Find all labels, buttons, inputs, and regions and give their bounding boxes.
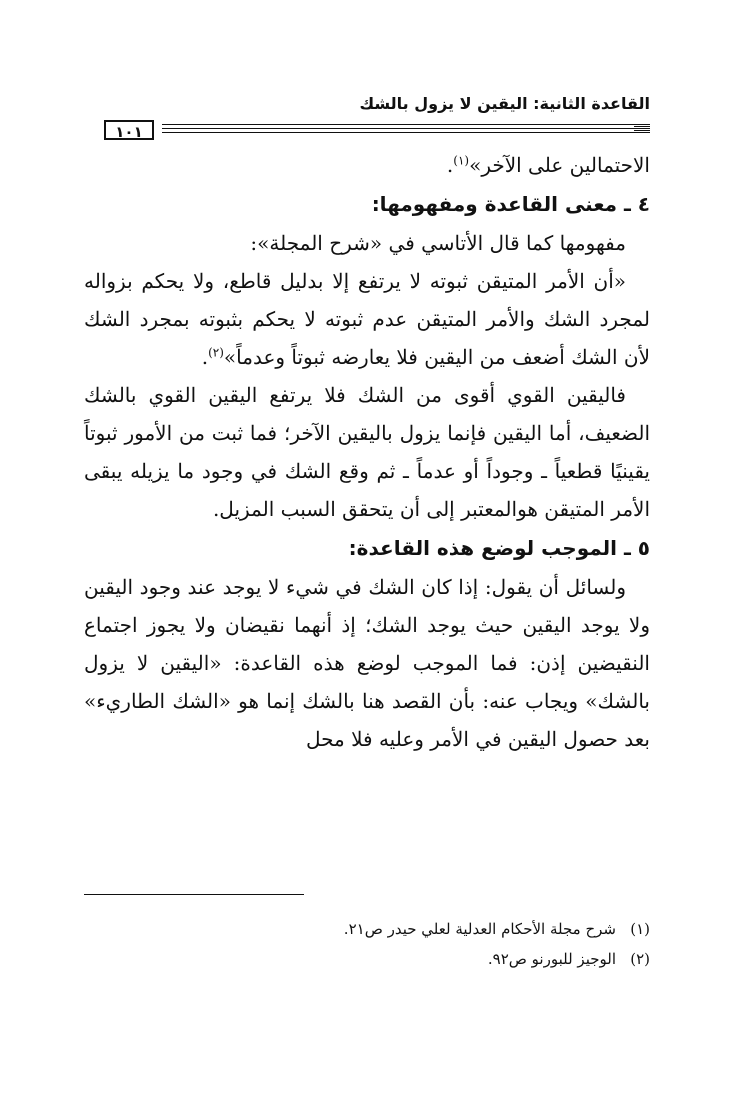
line-end: .	[446, 153, 454, 177]
continuation-line	[84, 146, 650, 184]
header-rule-line	[162, 132, 650, 133]
footnote-item	[84, 944, 650, 974]
running-title: القاعدة الثانية: اليقين لا يزول بالشك	[359, 94, 650, 113]
continuation-text: الاحتمالين على الآخر»	[469, 153, 650, 177]
section-heading-4: ٤ ـ معنى القاعدة ومفهومها:	[371, 192, 650, 216]
quote-paragraph	[84, 262, 650, 376]
footnote-text: شرح مجلة الأحكام العدلية لعلي حيدر ص٢١.	[343, 920, 616, 938]
book-page	[84, 86, 650, 1006]
paragraph-2: فاليقين القوي أقوى من الشك فلا يرتفع اليقين القوي بالشك الضعيف، أما اليقين فإنما يزول باليقين الآخر؛ فما ثبت من الأمور ثبوتاً يقينيًا قطعياً ـ وجوداً أو عدماً ـ ثم وقع الشك في وجود ما يزيله يبقى الأمر المتيقن هوالمعتبر إلى أن يتحقق السبب المزيل.	[84, 383, 650, 521]
intro-paragraph: مفهومها كما قال الأتاسي في «شرح المجلة»:	[250, 231, 626, 255]
header-rule-line	[634, 126, 650, 127]
footnote-number: (١)	[630, 920, 650, 938]
footnote-number: (٢)	[630, 950, 650, 968]
footnote-separator	[84, 894, 304, 895]
header-rule-line	[162, 124, 650, 125]
quote-text: «أن الأمر المتيقن ثبوته لا يرتفع إلا بدليل قاطع، ولا يحكم بزواله لمجرد الشك والأمر المتيقن عدم ثبوته لا يحكم بثبوته بمجرد الشك لأن الشك أضعف من اليقين فلا يعارضه ثبوتاً وعدماً»	[84, 269, 650, 369]
main-text	[84, 146, 650, 758]
header-rule-line	[634, 130, 650, 131]
header-rule	[84, 122, 650, 140]
header-rule-line	[162, 128, 650, 129]
footnote-ref: (٢)	[208, 345, 224, 360]
page-number: ١٠١	[104, 120, 154, 140]
footnote-text: الوجيز للبورنو ص٩٢.	[487, 950, 616, 968]
footnote-item	[84, 914, 650, 944]
footnote-ref: (١)	[453, 153, 470, 168]
footnotes	[84, 914, 650, 974]
section-heading-5: ٥ ـ الموجب لوضع هذه القاعدة:	[348, 536, 650, 560]
paragraph-3: ولسائل أن يقول: إذا كان الشك في شيء لا يوجد عند وجود اليقين ولا يوجد اليقين حيث يوجد الشك؛ إذ أنهما نقيضان ولا يجوز اجتماع النقيضين إذن: فما الموجب لوضع هذه القاعدة: «اليقين لا يزول بالشك» ويجاب عنه: بأن القصد هنا بالشك إنما هو «الشك الطاريء» بعد حصول اليقين في الأمر وعليه فلا محل	[84, 575, 650, 751]
line-end: .	[201, 345, 209, 369]
